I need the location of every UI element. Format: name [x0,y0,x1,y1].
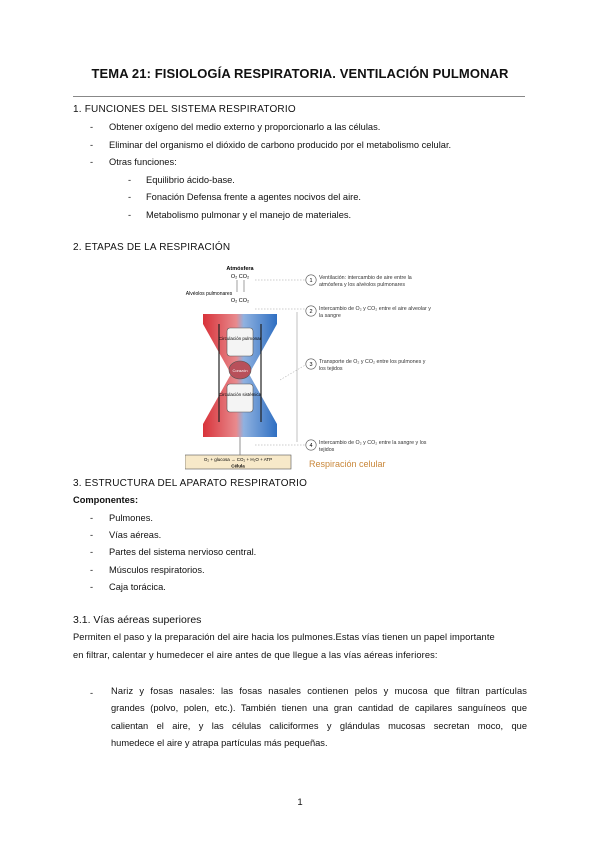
cell-respiration-label: Respiración celular [309,459,386,469]
alveoli-label: Alvéolos pulmonares [185,291,233,297]
step-2-number: 2 [309,309,313,315]
step-4-text: Intercambio de O₂ y CO₂ entre la sangre y los tejidos [319,440,427,453]
systemic-box [227,384,253,412]
sub-list-item-text: Metabolismo pulmonar y el manejo de materiales. [146,210,352,220]
section-3-1-heading: 3.1. Vías aéreas superiores [73,614,202,626]
step-4-number: 4 [309,443,313,449]
list-item: - Caja torácica. [90,582,166,592]
section-2-heading: 2. ETAPAS DE LA RESPIRACIÓN [73,242,231,253]
list-item-dash: - [90,688,94,698]
page-number: 1 [297,797,303,808]
sub-list-item: - Fonación Defensa frente a agentes nocivos del aire. [128,192,361,202]
respiration-stages-diagram [185,262,435,470]
step-3-number: 3 [309,362,313,368]
list-item: - Partes del sistema nervioso central. [90,547,257,557]
alveoli-gases: O₂ CO₂ [230,298,250,304]
list-item-text: Obtener oxígeno del medio externo y proporcionarlo a las células. [109,122,381,132]
intro-line-2: en filtrar, calentar y humedecer el aire antes de que llegue a las vías aéreas inferiores: [73,650,438,660]
nose-line-4: humedece el aire y atrapa partículas más pequeñas. [111,738,328,748]
step-1-number: 1 [309,278,313,284]
sub-list-item-text: Equilibrio ácido-base. [146,175,235,185]
section-1-heading: 1. FUNCIONES DEL SISTEMA RESPIRATORIO [73,104,296,115]
title-divider [73,96,525,97]
step-2-text: Intercambio de O₂ y CO₂ entre el aire alveolar y la sangre [319,306,431,319]
step-3-text: Transporte de O₂ y CO₂ entre los pulmones y los tejidos [319,359,426,372]
systemic-label: Circulación sistémica [218,392,262,397]
list-item-text: Pulmones. [109,513,153,523]
list-item-text: Caja torácica. [109,582,166,592]
list-item-text: Eliminar del organismo el dióxido de carbono producido por el metabolismo celular. [109,140,452,150]
section-3-heading: 3. ESTRUCTURA DEL APARATO RESPIRATORIO [73,478,308,489]
list-item: - Músculos respiratorios. [90,565,205,575]
pulmonary-label: Circulación pulmonar [218,336,262,341]
page-title: TEMA 21: FISIOLOGÍA RESPIRATORIA. VENTILACIÓN PULMONAR [91,66,509,81]
step-1-text: Ventilación: intercambio de aire entre la atmósfera y los alvéolos pulmonares [319,275,412,288]
list-item: - Pulmones. [90,513,153,523]
sub-list-item-text: Fonación Defensa frente a agentes nocivos del aire. [146,192,361,202]
cell-equation: O₂ + glucosa → CO₂ + H₂O + ATP [203,457,273,462]
list-item-text: Músculos respiratorios. [109,565,205,575]
list-item: - Eliminar del organismo el dióxido de carbono producido por el metabolismo celular. [90,140,452,150]
list-item-text: Partes del sistema nervioso central. [109,547,257,557]
list-item: - Vías aéreas. [90,530,162,540]
nose-line-3: calientan el aire, y las células caliciformes y glándulas mucosas secretan moco, que [111,721,527,731]
heart-label: Corazón [232,368,248,373]
cell-label: Célula [231,463,245,469]
atmosphere-label: Atmósfera [226,266,254,272]
list-item-text: Otras funciones: [109,157,177,167]
pulmonary-box [227,328,253,356]
sub-list-item: - Equilibrio ácido-base. [128,175,235,185]
list-item: - Otras funciones: [90,157,177,167]
list-item-text: Vías aéreas. [109,530,162,540]
components-label: Componentes: [73,495,139,505]
list-item: - Obtener oxígeno del medio externo y proporcionarlo a las células. [90,122,381,132]
intro-line-1: Permiten el paso y la preparación del aire hacia los pulmones.Estas vías tienen un papel importante [73,632,495,642]
atmosphere-gases: O₂ CO₂ [230,274,250,280]
nose-line-1: Nariz y fosas nasales: las fosas nasales contienen pelos y mucosa que filtran partículas [111,686,527,696]
sub-list-item: - Metabolismo pulmonar y el manejo de materiales. [128,210,352,220]
nose-line-2: grandes (polvo, polen, etc.). También tienen una gran cantidad de capilares sanguíneos que [111,703,527,713]
